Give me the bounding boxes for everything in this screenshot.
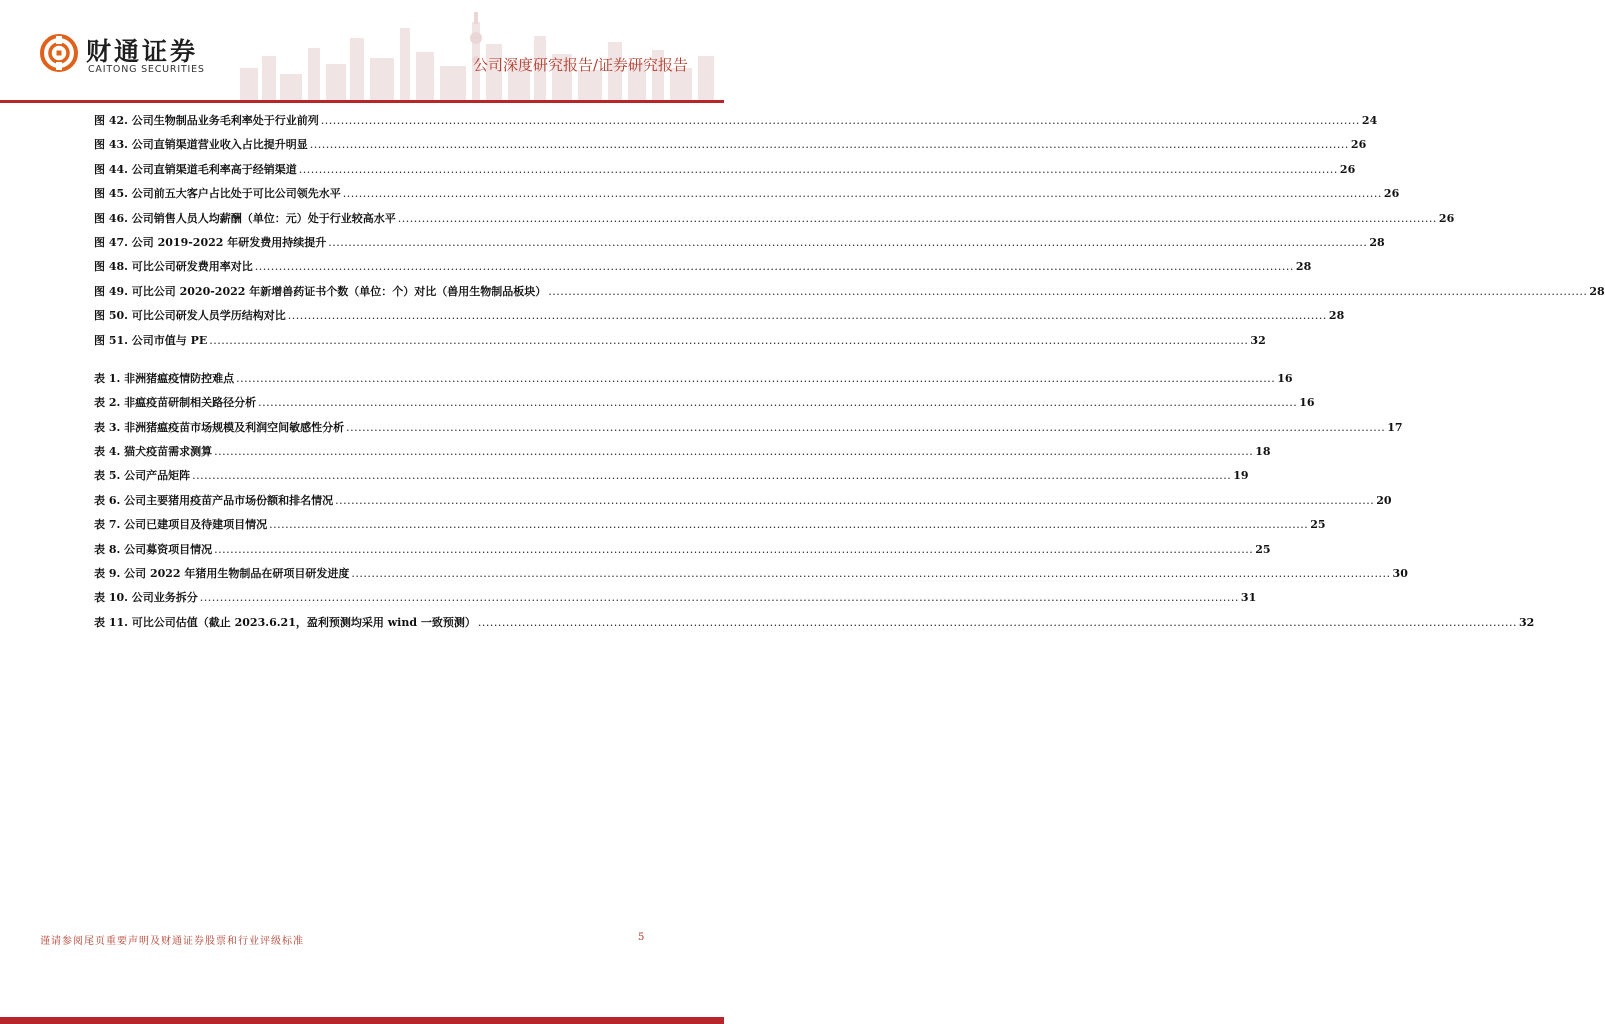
dot-leader: .................................................................................................................................................................................................................................................................... — [287, 309, 1327, 323]
report-type-label: 公司深度研究报告/证券研究报告 — [472, 56, 688, 74]
header-divider — [0, 100, 724, 103]
toc-entry-label: 图 47. 公司 2019-2022 年研发费用持续提升 — [94, 235, 327, 249]
footer-disclaimer: 谨请参阅尾页重要声明及财通证券股票和行业评级标准 — [40, 936, 304, 947]
toc-entry-label: 图 44. 公司直销渠道毛利率高于经销渠道 — [94, 162, 297, 176]
figure-toc-entry[interactable] — [94, 210, 1455, 234]
table-toc-entry[interactable] — [94, 443, 1271, 467]
dot-leader: .................................................................................................................................................................................................................................................................... — [397, 211, 1437, 225]
toc-entry-label: 图 48. 可比公司研发费用率对比 — [94, 260, 253, 274]
dot-leader: .................................................................................................................................................................................................................................................................... — [258, 396, 1298, 410]
toc-entry-page: 25 — [1310, 518, 1326, 532]
figure-toc-entry[interactable] — [94, 283, 1605, 307]
figure-toc-entry[interactable] — [94, 185, 1400, 209]
figure-toc-entry[interactable] — [94, 234, 1385, 258]
dot-leader: .................................................................................................................................................................................................................................................................... — [335, 493, 1375, 507]
dot-leader: .................................................................................................................................................................................................................................................................... — [214, 445, 1254, 459]
toc-entry-label: 表 10. 公司业务拆分 — [94, 591, 198, 605]
toc-entry-page: 31 — [1240, 591, 1257, 605]
toc-entry-page: 17 — [1387, 420, 1403, 434]
dot-leader: .................................................................................................................................................................................................................................................................... — [269, 518, 1309, 532]
figure-toc-entry[interactable] — [94, 161, 1356, 185]
figure-toc-entry[interactable] — [94, 307, 1345, 331]
toc-entry-page: 28 — [1589, 284, 1605, 298]
toc-entry-label: 表 1. 非洲猪瘟疫情防控难点 — [94, 371, 235, 385]
toc-entry-label: 表 8. 公司募资项目情况 — [94, 542, 213, 556]
toc-entry-label: 表 9. 公司 2022 年猪用生物制品在研项目研发进度 — [94, 567, 350, 581]
toc-entry-label: 图 50. 可比公司研发人员学历结构对比 — [94, 309, 286, 323]
toc-entry-label: 图 45. 公司前五大客户占比处于可比公司领先水平 — [94, 187, 341, 201]
toc-entry-label: 图 42. 公司生物制品业务毛利率处于行业前列 — [94, 114, 319, 127]
toc-entry-page: 32 — [1518, 615, 1535, 629]
toc-entry-page: 19 — [1233, 469, 1249, 483]
dot-leader: .................................................................................................................................................................................................................................................................... — [320, 114, 1360, 127]
figure-toc-entry[interactable] — [94, 112, 1378, 136]
caitong-logo-icon — [40, 34, 78, 72]
toc-entry-page: 24 — [1361, 114, 1378, 127]
table-toc-entry[interactable] — [94, 565, 1408, 589]
dot-leader: .................................................................................................................................................................................................................................................................... — [192, 469, 1232, 483]
dot-leader: .................................................................................................................................................................................................................................................................... — [346, 420, 1386, 434]
dot-leader: .................................................................................................................................................................................................................................................................... — [254, 260, 1294, 274]
figure-toc-entry[interactable] — [94, 258, 1312, 282]
toc-entry-label: 图 49. 可比公司 2020-2022 年新增兽药证书个数（单位：个）对比（兽用生物制品板块） — [94, 284, 547, 298]
toc-entry-page: 16 — [1277, 371, 1293, 385]
list-spacer — [94, 356, 654, 370]
toc-entry-page: 18 — [1255, 445, 1271, 459]
figure-list — [94, 112, 1605, 356]
toc-entry-page: 16 — [1299, 396, 1315, 410]
toc-entry-label: 表 7. 公司已建项目及待建项目情况 — [94, 518, 268, 532]
dot-leader: .................................................................................................................................................................................................................................................................... — [342, 187, 1382, 201]
toc-entry-label: 表 11. 可比公司估值（截止 2023.6.21，盈利预测均采用 wind 一致预测） — [94, 615, 476, 629]
toc-entry-label: 图 43. 公司直销渠道营业收入占比提升明显 — [94, 138, 308, 152]
toc-entry-page: 32 — [1250, 333, 1266, 347]
toc-entry-page: 28 — [1295, 260, 1312, 274]
figure-toc-entry[interactable] — [94, 136, 1367, 160]
dot-leader: .................................................................................................................................................................................................................................................................... — [199, 591, 1239, 605]
table-toc-entry[interactable] — [94, 614, 1535, 638]
toc-entry-label: 表 3. 非洲猪瘟疫苗市场规模及利润空间敏感性分析 — [94, 420, 345, 434]
table-toc-entry[interactable] — [94, 370, 1293, 394]
toc-entry-label: 图 46. 公司销售人员人均薪酬（单位：元）处于行业较高水平 — [94, 211, 396, 225]
company-name-cn: 财通证券 — [86, 37, 199, 66]
toc-entry-page: 28 — [1328, 309, 1345, 323]
toc-entry-page: 26 — [1350, 138, 1367, 152]
table-toc-entry[interactable] — [94, 467, 1249, 491]
dot-leader: .................................................................................................................................................................................................................................................................... — [209, 333, 1249, 347]
table-toc-entry[interactable] — [94, 419, 1403, 443]
toc-entry-page: 26 — [1339, 162, 1356, 176]
page-number: 5 — [638, 932, 645, 943]
toc-entry-page: 25 — [1255, 542, 1271, 556]
toc-entry-page: 26 — [1438, 211, 1455, 225]
table-toc-entry[interactable] — [94, 492, 1392, 516]
figure-toc-entry[interactable] — [94, 332, 1266, 356]
company-name-en: CAITONG SECURITIES — [88, 64, 205, 75]
page-header — [0, 0, 724, 104]
table-toc-entry[interactable] — [94, 394, 1315, 418]
table-list — [94, 370, 1535, 638]
toc-entry-page: 20 — [1376, 493, 1392, 507]
toc-entry-label: 图 51. 公司市值与 PE — [94, 333, 208, 347]
toc-entry-page: 26 — [1383, 187, 1400, 201]
dot-leader: .................................................................................................................................................................................................................................................................... — [298, 162, 1338, 176]
table-toc-entry[interactable] — [94, 589, 1257, 613]
toc-entry-page: 30 — [1392, 567, 1408, 581]
toc-entry-page: 28 — [1369, 235, 1385, 249]
dot-leader: .................................................................................................................................................................................................................................................................... — [351, 567, 1391, 581]
table-of-contents — [94, 112, 1605, 638]
dot-leader: .................................................................................................................................................................................................................................................................... — [328, 235, 1368, 249]
toc-entry-label: 表 5. 公司产品矩阵 — [94, 469, 191, 483]
table-toc-entry[interactable] — [94, 541, 1271, 565]
toc-entry-label: 表 6. 公司主要猪用疫苗产品市场份额和排名情况 — [94, 493, 334, 507]
dot-leader: .................................................................................................................................................................................................................................................................... — [309, 138, 1349, 152]
dot-leader: .................................................................................................................................................................................................................................................................... — [214, 542, 1254, 556]
toc-entry-label: 表 2. 非瘟疫苗研制相关路径分析 — [94, 396, 257, 410]
dot-leader: .................................................................................................................................................................................................................................................................... — [477, 615, 1517, 629]
table-toc-entry[interactable] — [94, 516, 1326, 540]
dot-leader: .................................................................................................................................................................................................................................................................... — [236, 371, 1276, 385]
dot-leader: .................................................................................................................................................................................................................................................................... — [548, 284, 1588, 298]
toc-entry-label: 表 4. 猫犬疫苗需求测算 — [94, 445, 213, 459]
footer-divider — [0, 1017, 724, 1024]
